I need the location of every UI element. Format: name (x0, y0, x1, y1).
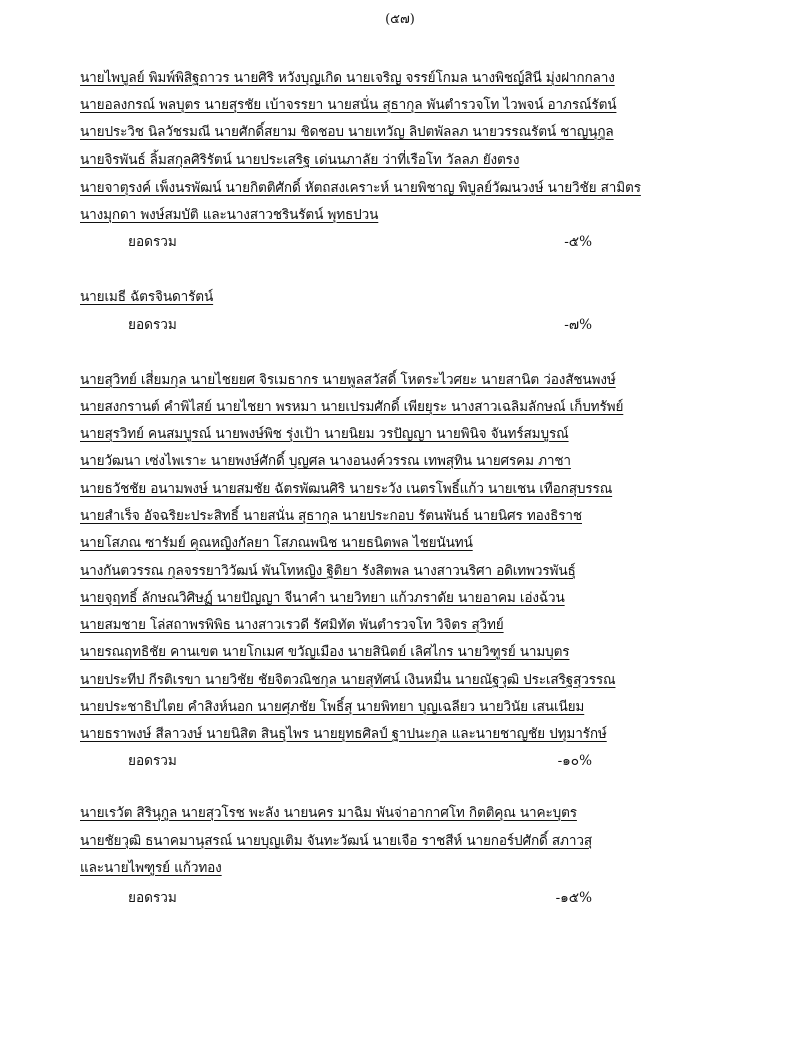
total-label: ยอดรวม (128, 890, 177, 906)
names-line: นายโสภณ ซารัมย์ คุณหญิงกัลยา โสภณพนิช นายธนิตพล ไชยนันทน์ (80, 535, 473, 551)
names-line: นายจุฤทธิ์ ลักษณวิศิษฏ์ นายปัญญา จีนาคำ นายวิทยา แก้วภราดัย นายอาคม เอ่งฉ้วน (80, 590, 565, 606)
total-value: -๑๕% (555, 890, 592, 906)
names-line: นายสงกรานต์ คำพิไสย์ นายไชยา พรหมา นายเปรมศักดิ์ เพียยุระ นางสาวเฉลิมลักษณ์ เก็บทรัพย์ (80, 399, 624, 415)
names-line: นายวัฒนา เซ่งไพเราะ นายพงษ์ศักดิ์ บุญศล นางอนงค์วรรณ เทพสุทิน นายศรคม ภาชา (80, 453, 571, 469)
names-line: นายชัยวุฒิ ธนาคมานุสรณ์ นายบุญเติม จันทะวัฒน์ นายเจือ ราชสีห์ นายกอร์ปศักดิ์ สภาวสุ (80, 833, 592, 849)
names-line: นายสมชาย โล่สถาพรพิพิธ นางสาวเรวดี รัศมิทัต พันตำรวจโท วิจิตร สุวิทย์ (80, 617, 504, 633)
names-line: นายธราพงษ์ สีลาวงษ์ นายนิสิต สินธุไพร นายยุทธศิลป์ ฐาปนะกุล และนายชาญชัย ปทุมารักษ์ (80, 726, 607, 742)
names-line: นายธวัชชัย อนามพงษ์ นายสมชัย ฉัตรพัฒนศิริ นายระวัง เนตรโพธิ์แก้ว นายเชน เทือกสุบรรณ (80, 481, 613, 497)
total-value: -๑๐% (557, 753, 592, 769)
names-line: นายจิรพันธ์ ลิ้มสกุลศิริรัตน์ นายประเสริฐ เด่นนภาลัย ว่าที่เรือโท วัลลภ ยังตรง (80, 152, 520, 168)
page-number: (๕๗) (385, 12, 415, 27)
names-line: นางมุกดา พงษ์สมบัติ และนางสาวชรินรัตน์ พุทธปวน (80, 207, 379, 223)
names-line: นายจาตุรงค์ เพ็งนรพัฒน์ นายกิตติศักดิ์ หัตถสงเคราะห์ นายพิชาญ พิบูลย์วัฒนวงษ์ นายวิชัย สามิตร (80, 180, 641, 196)
names-line: นายประทีป กีรติเรขา นายวิชัย ชัยจิตวณิชกุล นายสุทัศน์ เงินหมื่น นายณัฐวุฒิ ประเสริฐสุวรรณ (80, 672, 616, 688)
total-label: ยอดรวม (128, 753, 177, 769)
total-value: -๕% (564, 234, 592, 250)
names-line: นายไพบูลย์ พิมพ์พิสิฐถาวร นายศิริ หวังบุญเกิด นายเจริญ จรรย์โกมล นางพิชญ์สินี มุ่งฝากกลาง (80, 70, 615, 86)
total-label: ยอดรวม (128, 317, 177, 333)
total-value: -๗% (564, 317, 592, 333)
names-line: นายสุวิทย์ เสี่ยมกุล นายไชยยศ จิรเมธากร นายพูลสวัสดิ์ โหตระไวศยะ นายสานิต ว่องสัชนพงษ์ (80, 372, 616, 388)
names-line: นายอลงกรณ์ พลบุตร นายสุรชัย เบ้าจรรยา นายสนั่น สุธากุล พันตำรวจโท ไวพจน์ อาภรณ์รัตน์ (80, 97, 617, 113)
total-label: ยอดรวม (128, 234, 177, 250)
names-line: นายสำเร็จ อัจฉริยะประสิทธิ์ นายสนั่น สุธากุล นายประกอบ รัตนพันธ์ นายนิศร ทองธิราช (80, 508, 582, 524)
names-line: นางกันตวรรณ กุลจรรยาวิวัฒน์ พันโทหญิง ฐิติยา รังสิตพล นางสาวนริศา อดิเทพวรพันธุ์ (80, 563, 576, 579)
names-line: นายเรวัต สิรินุกูล นายสุวโรช พะลัง นายนคร มาฉิม พันจ่าอากาศโท กิตติคุณ นาคะบุตร (80, 805, 577, 821)
names-line: และนายไพฑูรย์ แก้วทอง (80, 860, 222, 876)
names-line: นายประวิช นิลวัชรมณี นายศักดิ์สยาม ชิดชอบ นายเทวัญ ลิปตพัลลภ นายวรรณรัตน์ ชาญนุกูล (80, 124, 614, 140)
names-line: นายสุรวิทย์ คนสมบูรณ์ นายพงษ์พิช รุ่งเป้า นายนิยม วรปัญญา นายพินิจ จันทร์สมบูรณ์ (80, 426, 569, 442)
names-line: นายประชาธิปไตย คำสิงห์นอก นายศุภชัย โพธิ์สุ นายพิทยา บุญเฉลียว นายวินัย เสนเนียม (80, 699, 585, 715)
names-line: นายรณฤทธิชัย คานเขต นายโกเมศ ขวัญเมือง นายสินิตย์ เลิศไกร นายวิฑูรย์ นามบุตร (80, 644, 570, 660)
names-line: นายเมธี ฉัตรจินดารัตน์ (80, 289, 214, 305)
